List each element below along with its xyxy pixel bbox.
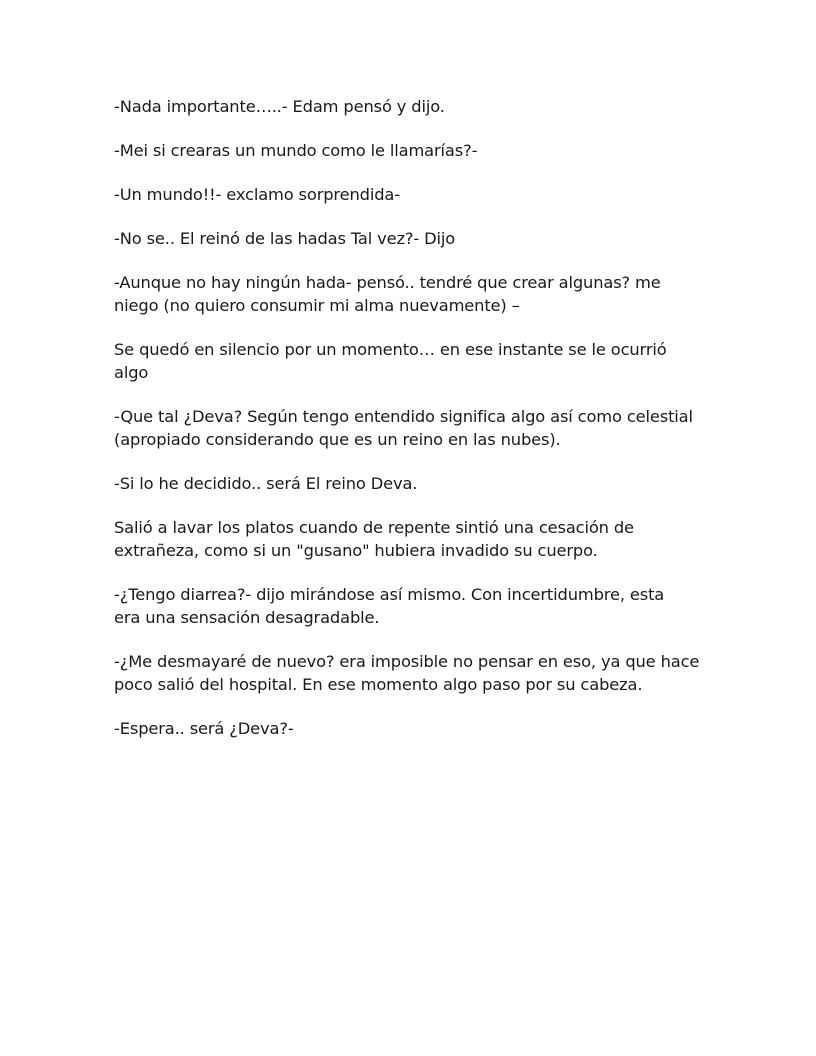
paragraph: -Aunque no hay ningún hada- pensó.. tendré que crear algunas? me niego (no quiero consumir mi alma nuevamente) – [114,273,661,315]
paragraph: -Mei si crearas un mundo como le llamarías?- [114,141,478,160]
paragraph: -Que tal ¿Deva? Según tengo entendido significa algo así como celestial (apropiado considerando que es un reino en las nubes). [114,407,693,449]
paragraph: -Nada importante…..- Edam pensó y dijo. [114,97,445,116]
paragraph: -No se.. El reinó de las hadas Tal vez?- Dijo [114,229,456,248]
paragraph: -Espera.. será ¿Deva?- [114,719,294,738]
paragraph: -Si lo he decidido.. será El reino Deva. [114,474,418,493]
paragraph: Se quedó en silencio por un momento… en ese instante se le ocurrió algo [114,340,667,382]
paragraph: -¿Tengo diarrea?- dijo mirándose así mismo. Con incertidumbre, esta era una sensación desagradable. [114,585,665,627]
document-body [114,95,714,761]
paragraph: -¿Me desmayaré de nuevo? era imposible no pensar en eso, ya que hace poco salió del hospital. En ese momento algo paso por su cabeza. [114,652,700,694]
paragraph: Salió a lavar los platos cuando de repente sintió una cesación de extrañeza, como si un "gusano" hubiera invadido su cuerpo. [114,518,634,560]
paragraph: -Un mundo!!- exclamo sorprendida- [114,185,400,204]
